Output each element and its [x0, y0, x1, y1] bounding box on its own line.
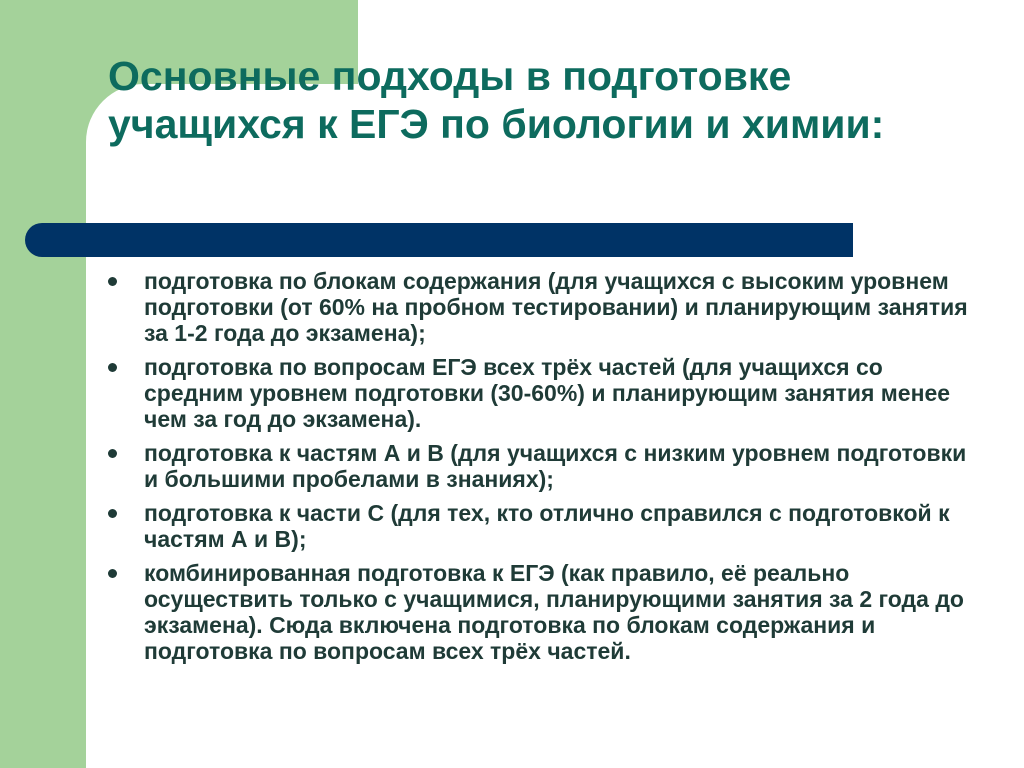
bullet-text: комбинированная подготовка к ЕГЭ (как правило, её реально осуществить только с учащимися, планирующими занятия за 2 года до экзамена). Сюда включена подготовка по блокам содержания и подготовка по вопросам всех трёх частей.: [144, 560, 964, 664]
slide-title: Основные подходы в подготовке учащихся к ЕГЭ по биологии и химии:: [108, 53, 885, 147]
bullet-item: [106, 500, 986, 552]
bullet-item: [106, 560, 986, 664]
bullet-dot-icon: [108, 449, 117, 458]
bullet-dot-icon: [108, 509, 117, 518]
bullet-dot-icon: [108, 363, 117, 372]
title-underline-bar: [25, 223, 853, 257]
bullet-text: подготовка к части С (для тех, кто отлично справился с подготовкой к частям А и В);: [144, 500, 950, 552]
bullet-dot-icon: [108, 277, 117, 286]
bullet-dot-icon: [108, 569, 117, 578]
bullet-item: [106, 268, 986, 346]
bullet-list: [106, 268, 986, 672]
bullet-text: подготовка по блокам содержания (для учащихся с высоким уровнем подготовки (от 60% на пробном тестировании) и планирующим занятия за 1-2 года до экзамена);: [144, 268, 968, 346]
bullet-text: подготовка по вопросам ЕГЭ всех трёх частей (для учащихся со средним уровнем подготовки (30-60%) и планирующим занятия менее чем за год до экзамена).: [144, 354, 951, 432]
bullet-item: [106, 354, 986, 432]
bullet-item: [106, 440, 986, 492]
bullet-text: подготовка к частям А и В (для учащихся с низким уровнем подготовки и большими пробелами в знаниях);: [144, 440, 967, 492]
